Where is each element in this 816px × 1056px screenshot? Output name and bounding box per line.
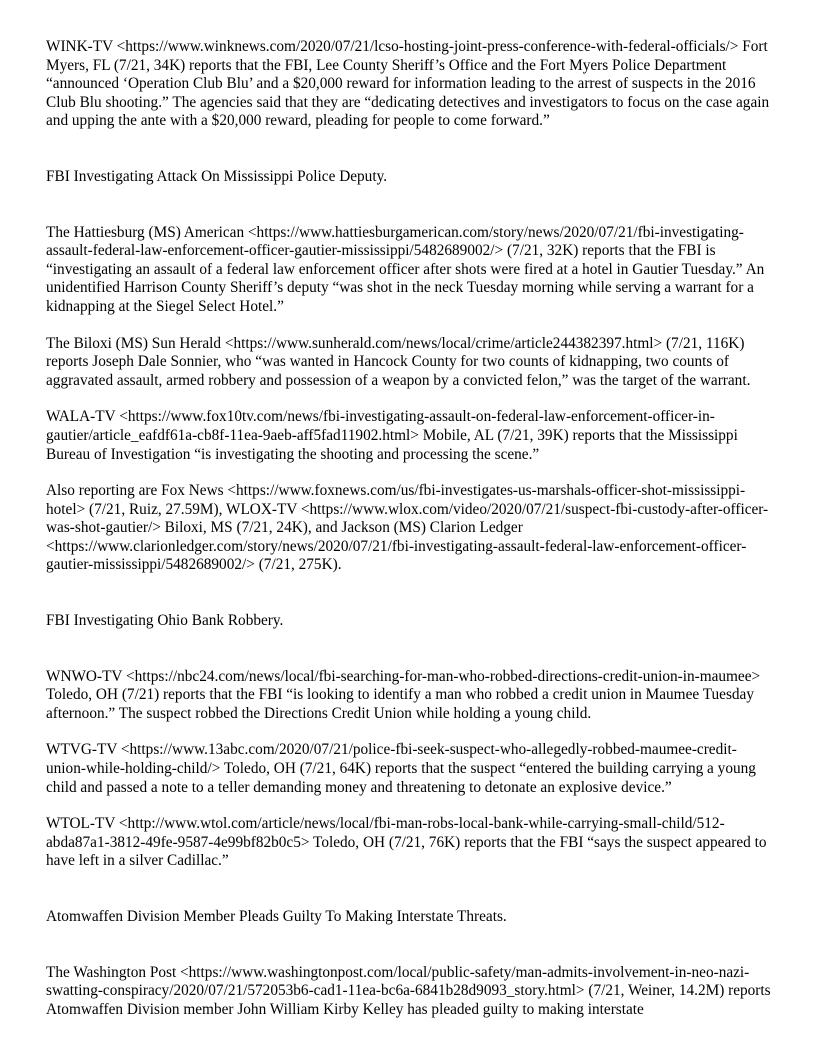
spacer [46, 390, 774, 408]
paragraph-wink-tv: WINK-TV <https://www.winknews.com/2020/07/21/lcso-hosting-joint-press-conference-with-federal-officials/> Fort Myers, FL (7/21, 34K) reports that the FBI, Lee County Sheriff’s Office and the Fort Myers Police Department “announced ‘Operation Club Blu’ and a $20,000 reward for information leading to the arrest of suspects in the 2016 Club Blu shooting.” The agencies said that they are “dedicating detectives and investigators to focus on the case again and upping the ante with a $20,000 reward, pleading for people to come forward.” [46, 38, 770, 130]
headline-atomwaffen-guilty-plea: Atomwaffen Division Member Pleads Guilty To Making Interstate Threats. [46, 908, 507, 925]
spacer [46, 797, 774, 815]
paragraph-hattiesburg-american: The Hattiesburg (MS) American <https://www.hattiesburgamerican.com/story/news/2020/07/21/fbi-investigating-assault-federal-law-enforcement-officer-gautier-mississippi/5482689002/> (7/21, 32K) reports that the FBI is “investigating an assault of a federal law enforcement officer after shots were fired at a hotel in Gautier Tuesday.” An unidentified Harrison County Sheriff’s deputy “was shot in the neck Tuesday morning while serving a warrant for a kidnapping at the Siegel Select Hotel.” [46, 223, 765, 315]
spacer [46, 871, 774, 908]
paragraph-wnwo-tv: WNWO-TV <https://nbc24.com/news/local/fbi-searching-for-man-who-robbed-directions-credit-union-in-maumee> Toledo, OH (7/21) reports that the FBI “is looking to identify a man who robbed a credit union in Maumee Tuesday afternoon.” The suspect robbed the Directions Credit Union while holding a young child. [46, 667, 761, 722]
spacer [46, 723, 774, 741]
spacer [46, 927, 774, 964]
spacer [46, 464, 774, 482]
paragraph-wtvg-tv: WTVG-TV <https://www.13abc.com/2020/07/21/police-fbi-seek-suspect-who-allegedly-robbed-maumee-credit-union-while-holding-child/> Toledo, OH (7/21, 64K) reports that the suspect “entered the building carrying a young child and passed a note to a teller demanding money and threatening to detonate an explosive device.” [46, 741, 756, 796]
headline-mississippi-deputy: FBI Investigating Attack On Mississippi Police Deputy. [46, 167, 388, 185]
headline-ohio-bank-robbery: FBI Investigating Ohio Bank Robbery. [46, 612, 284, 630]
spacer [46, 131, 774, 168]
spacer [46, 631, 774, 668]
spacer [46, 317, 774, 335]
spacer [46, 575, 774, 612]
paragraph-wtol-tv: WTOL-TV <http://www.wtol.com/article/news/local/fbi-man-robs-local-bank-while-carrying-small-child/512-abda87a1-3812-49fe-9587-4e99bf82b0c5> Toledo, OH (7/21, 76K) reports that the FBI “says the suspect appeared to have left in a silver Cadillac.” [46, 815, 767, 870]
paragraph-wala-tv: WALA-TV <https://www.fox10tv.com/news/fbi-investigating-assault-on-federal-law-enforcement-officer-in-gautier/article_eafdf61a-cb8f-11ea-9aeb-aff5fad11902.html> Mobile, AL (7/21, 39K) reports that the Mississippi Bureau of Investigation “is investigating the shooting and processing the scene.” [46, 408, 738, 463]
spacer [46, 187, 774, 224]
paragraph-biloxi-sun-herald: The Biloxi (MS) Sun Herald <https://www.sunherald.com/news/local/crime/article244382397.html> (7/21, 116K) reports Joseph Dale Sonnier, who “was wanted in Hancock County for two counts of kidnapping, two counts of aggravated assault, armed robbery and possession of a weapon by a convicted felon,” was the target of the warrant. [46, 334, 751, 389]
paragraph-washington-post: The Washington Post <https://www.washingtonpost.com/local/public-safety/man-admits-involvement-in-neo-nazi-swatting-conspiracy/2020/07/21/572053b6-cad1-11ea-bc6a-6841b28d9093_story.html> (7/21, Weiner, 14.2M) reports Atomwaffen Division member John William Kirby Kelley has pleaded guilty to making interstate [46, 963, 771, 1018]
document-page [46, 38, 774, 1019]
paragraph-also-reporting: Also reporting are Fox News <https://www.foxnews.com/us/fbi-investigates-us-marshals-officer-shot-mississippi-hotel> (7/21, Ruiz, 27.59M), WLOX-TV <https://www.wlox.com/video/2020/07/21/suspect-fbi-custody-after-officer-was-shot-gautier/> Biloxi, MS (7/21, 24K), and Jackson (MS) Clarion Ledger <https://www.clarionledger.com/story/news/2020/07/21/fbi-investigating-assault-federal-law-enforcement-officer-gautier-mississippi/5482689002/> (7/21, 275K). [46, 482, 769, 574]
